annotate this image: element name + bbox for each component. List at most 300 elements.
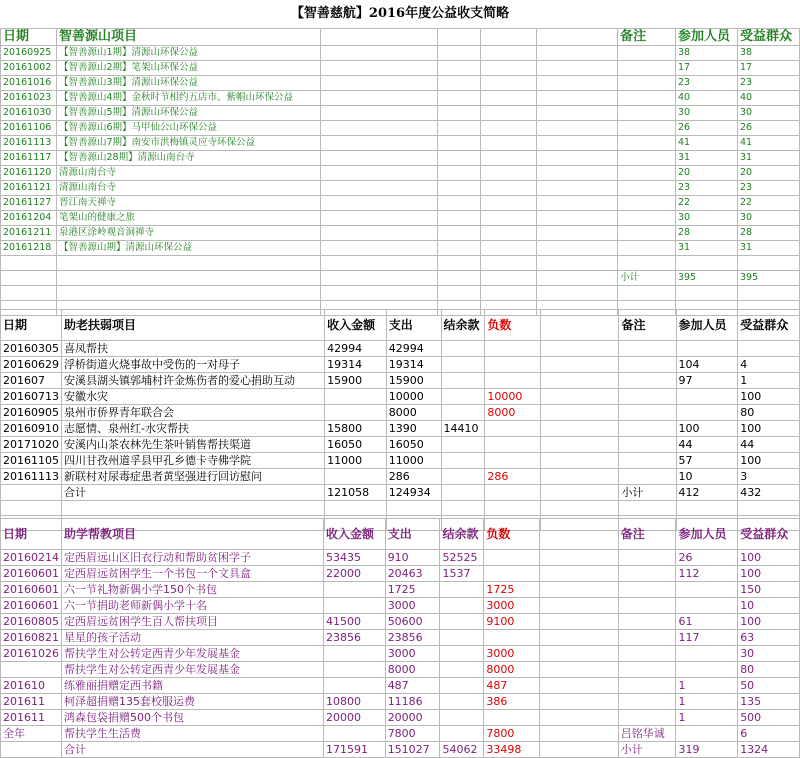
- row-participants: [676, 341, 738, 357]
- row-project: 定西眉远贫困学生一个书包一个文具盒: [62, 566, 324, 582]
- row-expense: 23856: [385, 630, 440, 646]
- row-project: 定西眉远贫困学生百人帮扶项目: [62, 614, 324, 630]
- row-beneficiaries: 17: [737, 61, 799, 76]
- table-row: [1, 211, 800, 226]
- row-project: 晋江南天禅寺: [56, 196, 320, 211]
- header-negative: 负数: [485, 310, 540, 341]
- row-participants: 1: [676, 678, 738, 694]
- row-balance: 52525: [440, 550, 484, 566]
- row-balance: [440, 678, 484, 694]
- table-row: [1, 437, 800, 453]
- row-project: 泉州市侨界青年联合会: [62, 405, 325, 421]
- row-expense: 11000: [386, 453, 441, 469]
- row-participants: 41: [675, 136, 737, 151]
- row-date: 20160601: [1, 598, 62, 614]
- total-beneficiaries: 432: [738, 485, 800, 501]
- elderly-support-table: [0, 309, 800, 531]
- row-beneficiaries: 31: [737, 241, 799, 256]
- header-date: 日期: [1, 519, 62, 550]
- total-expense: 151027: [385, 742, 440, 758]
- row-project: 【智善源山3期】清源山环保公益: [56, 76, 320, 91]
- table-row: [1, 76, 800, 91]
- table-row: [1, 341, 800, 357]
- row-beneficiaries: 10: [738, 598, 800, 614]
- row-participants: 17: [675, 61, 737, 76]
- row-date: 20161002: [1, 61, 57, 76]
- row-expense: 1390: [386, 421, 441, 437]
- row-income: [325, 389, 387, 405]
- row-project: 【智善源山28期】清源山南台寺: [56, 151, 320, 166]
- row-date: 201607: [1, 373, 62, 389]
- row-balance: [440, 582, 484, 598]
- row-beneficiaries: 38: [737, 46, 799, 61]
- row-participants: 38: [675, 46, 737, 61]
- row-beneficiaries: 30: [737, 106, 799, 121]
- row-note: [619, 373, 676, 389]
- row-note: [618, 678, 676, 694]
- row-income: 15800: [325, 421, 387, 437]
- row-negative: [485, 373, 540, 389]
- row-participants: 31: [675, 151, 737, 166]
- row-project: 志愿情、泉州红-水灾帮扶: [62, 421, 325, 437]
- row-date: 20160713: [1, 389, 62, 405]
- row-negative: 8000: [484, 662, 540, 678]
- row-income: 10800: [323, 694, 385, 710]
- row-note: [618, 710, 676, 726]
- table-row: [1, 136, 800, 151]
- row-participants: 61: [676, 614, 738, 630]
- row-note: [618, 646, 676, 662]
- row-date: 20160821: [1, 630, 62, 646]
- subtotal-label: 小计: [619, 485, 676, 501]
- table-row: [1, 121, 800, 136]
- row-date: 20161106: [1, 121, 57, 136]
- header-income: 收入金额: [325, 310, 387, 341]
- row-project: 帮扶学生对公转定西青少年发展基金: [62, 662, 324, 678]
- row-date: 20160905: [1, 405, 62, 421]
- row-beneficiaries: 80: [738, 662, 800, 678]
- subtotal-participants: 395: [675, 271, 737, 286]
- row-expense: 10000: [386, 389, 441, 405]
- header-income: 收入金额: [323, 519, 385, 550]
- row-beneficiaries: 23: [737, 76, 799, 91]
- row-note: [618, 550, 676, 566]
- row-date: 20161026: [1, 646, 62, 662]
- row-participants: 117: [676, 630, 738, 646]
- row-project: 泉港区涂岭观音洞禅寺: [56, 226, 320, 241]
- row-project: 星星的孩子活动: [62, 630, 324, 646]
- row-beneficiaries: 100: [738, 550, 800, 566]
- row-balance: [441, 469, 485, 485]
- row-balance: [441, 357, 485, 373]
- row-project: 【智善源山期】清源山环保公益: [56, 241, 320, 256]
- row-note: [618, 630, 676, 646]
- row-note: [619, 421, 676, 437]
- row-note: [619, 389, 676, 405]
- row-income: 20000: [323, 710, 385, 726]
- table-row: [1, 550, 800, 566]
- row-participants: 40: [675, 91, 737, 106]
- row-income: [323, 582, 385, 598]
- row-expense: 8000: [386, 405, 441, 421]
- table-row: [1, 226, 800, 241]
- row-beneficiaries: 100: [738, 566, 800, 582]
- row-negative: 3000: [484, 598, 540, 614]
- row-beneficiaries: 100: [738, 421, 800, 437]
- row-negative: 3000: [484, 646, 540, 662]
- row-balance: [441, 437, 485, 453]
- table-row: [1, 241, 800, 256]
- row-beneficiaries: 50: [738, 678, 800, 694]
- header-expense: 支出: [385, 519, 440, 550]
- table-row: [1, 166, 800, 181]
- header-balance: 结余款: [440, 519, 484, 550]
- row-date: 201611: [1, 710, 62, 726]
- row-note: [619, 405, 676, 421]
- row-participants: [676, 598, 738, 614]
- header-note: 备注: [618, 29, 676, 46]
- row-beneficiaries: 30: [738, 646, 800, 662]
- row-expense: 50600: [385, 614, 440, 630]
- row-date: 20161117: [1, 151, 57, 166]
- row-balance: [440, 630, 484, 646]
- subtotal-beneficiaries: 395: [737, 271, 799, 286]
- row-project: 喜凤帮扶: [62, 341, 325, 357]
- row-beneficiaries: 20: [737, 166, 799, 181]
- row-project: 【智善源山1期】清源山环保公益: [56, 46, 320, 61]
- row-participants: 26: [675, 121, 737, 136]
- row-expense: 19314: [386, 357, 441, 373]
- row-beneficiaries: 150: [738, 582, 800, 598]
- row-project: 帮扶学生生活费: [62, 726, 324, 742]
- row-date: 20161105: [1, 453, 62, 469]
- total-participants: 412: [676, 485, 738, 501]
- row-income: 53435: [323, 550, 385, 566]
- row-beneficiaries: 100: [738, 389, 800, 405]
- row-date: 20161113: [1, 469, 62, 485]
- row-balance: [441, 405, 485, 421]
- table-row: [1, 662, 800, 678]
- row-expense: 16050: [386, 437, 441, 453]
- row-balance: [440, 726, 484, 742]
- row-date: 20160601: [1, 582, 62, 598]
- row-date: 20161218: [1, 241, 57, 256]
- row-negative: 9100: [484, 614, 540, 630]
- row-participants: [676, 582, 738, 598]
- row-project: 【智善源山7期】南安市洪梅镇灵应寺环保公益: [56, 136, 320, 151]
- row-participants: 23: [675, 181, 737, 196]
- row-date: 20171020: [1, 437, 62, 453]
- row-balance: [441, 373, 485, 389]
- table-row: [1, 46, 800, 61]
- row-project: 鸿森包袋捐赠500个书包: [62, 710, 324, 726]
- table-row: [1, 421, 800, 437]
- row-income: 23856: [323, 630, 385, 646]
- row-note: [619, 437, 676, 453]
- row-beneficiaries: 23: [737, 181, 799, 196]
- row-beneficiaries: 100: [738, 453, 800, 469]
- table-row: [1, 582, 800, 598]
- row-balance: [440, 614, 484, 630]
- table-row: [1, 405, 800, 421]
- header-date: 日期: [1, 29, 57, 46]
- row-participants: 30: [675, 106, 737, 121]
- row-project: 安溪县湖头镇郭埔村许金炼伤者的爱心捐助互动: [62, 373, 325, 389]
- row-income: 42994: [325, 341, 387, 357]
- row-participants: 44: [676, 437, 738, 453]
- row-note: [618, 598, 676, 614]
- row-expense: 20000: [385, 710, 440, 726]
- row-beneficiaries: 26: [737, 121, 799, 136]
- total-row: [1, 742, 800, 758]
- row-note: [619, 453, 676, 469]
- header-negative: 负数: [484, 519, 540, 550]
- row-participants: [676, 726, 738, 742]
- row-beneficiaries: 1: [738, 373, 800, 389]
- table-row: [1, 726, 800, 742]
- row-date: 201610: [1, 678, 62, 694]
- row-negative: [485, 453, 540, 469]
- row-beneficiaries: 41: [737, 136, 799, 151]
- row-date: 全年: [1, 726, 62, 742]
- row-income: 22000: [323, 566, 385, 582]
- row-project: 【智善源山2期】笔架山环保公益: [56, 61, 320, 76]
- row-project: 六一节礼物新偶小学150个书包: [62, 582, 324, 598]
- header-project: 助老扶弱项目: [62, 310, 325, 341]
- row-expense: 42994: [386, 341, 441, 357]
- row-expense: 8000: [385, 662, 440, 678]
- row-date: 20160910: [1, 421, 62, 437]
- row-balance: [441, 453, 485, 469]
- row-income: [323, 726, 385, 742]
- row-date: 20161016: [1, 76, 57, 91]
- row-balance: [440, 694, 484, 710]
- row-date: [1, 662, 62, 678]
- table-row: [1, 678, 800, 694]
- row-note: [618, 582, 676, 598]
- row-beneficiaries: 4: [738, 357, 800, 373]
- row-project: 四川甘孜州道孚县甲孔乡德卡寺佛学院: [62, 453, 325, 469]
- row-beneficiaries: [738, 341, 800, 357]
- row-income: [323, 662, 385, 678]
- row-note: [618, 662, 676, 678]
- row-beneficiaries: 100: [738, 614, 800, 630]
- row-beneficiaries: 40: [737, 91, 799, 106]
- row-income: [325, 469, 387, 485]
- row-beneficiaries: 22: [737, 196, 799, 211]
- row-date: 20161121: [1, 181, 57, 196]
- row-date: 20160925: [1, 46, 57, 61]
- table-row: [1, 181, 800, 196]
- row-date: 20161113: [1, 136, 57, 151]
- row-expense: 910: [385, 550, 440, 566]
- row-income: 41500: [323, 614, 385, 630]
- row-beneficiaries: 500: [738, 710, 800, 726]
- row-note: [618, 694, 676, 710]
- table-row: [1, 357, 800, 373]
- row-project: 帮扶学生对公转定西青少年发展基金: [62, 646, 324, 662]
- total-beneficiaries: 1324: [738, 742, 800, 758]
- row-project: 清源山南台寺: [56, 181, 320, 196]
- table-row: [1, 710, 800, 726]
- total-balance: 54062: [440, 742, 484, 758]
- row-beneficiaries: 28: [737, 226, 799, 241]
- row-negative: [485, 357, 540, 373]
- table-row: [1, 256, 800, 271]
- row-expense: 3000: [385, 598, 440, 614]
- row-income: 16050: [325, 437, 387, 453]
- header-beneficiaries: 受益群众: [738, 310, 800, 341]
- row-balance: 14410: [441, 421, 485, 437]
- row-note: [619, 469, 676, 485]
- row-income: 11000: [325, 453, 387, 469]
- row-project: 柯泽超捐赠135套校服运费: [62, 694, 324, 710]
- header-note: 备注: [618, 519, 676, 550]
- header-project: 助学帮教项目: [62, 519, 324, 550]
- row-project: 新联村对尿毒症患者黄坚强进行回访慰问: [62, 469, 325, 485]
- row-negative: 386: [484, 694, 540, 710]
- row-project: 六一节捐助老师新偶小学十名: [62, 598, 324, 614]
- table-row: [1, 61, 800, 76]
- row-project: 清源山南台寺: [56, 166, 320, 181]
- row-expense: 487: [385, 678, 440, 694]
- row-date: 20161204: [1, 211, 57, 226]
- row-beneficiaries: 3: [738, 469, 800, 485]
- row-participants: 31: [675, 241, 737, 256]
- row-expense: 15900: [386, 373, 441, 389]
- table-row: [1, 469, 800, 485]
- row-participants: 1: [676, 694, 738, 710]
- row-participants: 1: [676, 710, 738, 726]
- row-participants: 97: [676, 373, 738, 389]
- table-row: [1, 106, 800, 121]
- row-note: [618, 614, 676, 630]
- row-negative: [484, 710, 540, 726]
- row-beneficiaries: 63: [738, 630, 800, 646]
- header-note: 备注: [619, 310, 676, 341]
- header-participants: 参加人员: [675, 29, 737, 46]
- row-beneficiaries: 6: [738, 726, 800, 742]
- header-project: 智善源山项目: [56, 29, 320, 46]
- row-beneficiaries: 80: [738, 405, 800, 421]
- row-participants: 112: [676, 566, 738, 582]
- table-row: [1, 91, 800, 106]
- row-project: 练雅丽捐赠定西书籍: [62, 678, 324, 694]
- row-expense: 1725: [385, 582, 440, 598]
- table-row: [1, 630, 800, 646]
- table-row: [1, 196, 800, 211]
- row-note: [618, 566, 676, 582]
- education-support-table: [0, 518, 800, 758]
- row-participants: [676, 405, 738, 421]
- row-negative: [485, 437, 540, 453]
- total-income: 121058: [325, 485, 387, 501]
- row-participants: 20: [675, 166, 737, 181]
- row-income: [325, 405, 387, 421]
- header-expense: 支出: [386, 310, 441, 341]
- table-header-row: [1, 310, 800, 341]
- row-date: 20160629: [1, 357, 62, 373]
- row-participants: 104: [676, 357, 738, 373]
- row-beneficiaries: 30: [737, 211, 799, 226]
- row-expense: 7800: [385, 726, 440, 742]
- row-date: 20161120: [1, 166, 57, 181]
- row-date: 201611: [1, 694, 62, 710]
- row-expense: 3000: [385, 646, 440, 662]
- row-negative: [485, 421, 540, 437]
- row-expense: 20463: [385, 566, 440, 582]
- row-date: 20161127: [1, 196, 57, 211]
- row-negative: [484, 630, 540, 646]
- row-income: 15900: [325, 373, 387, 389]
- row-note: [619, 357, 676, 373]
- row-negative: 1725: [484, 582, 540, 598]
- table-row: [1, 453, 800, 469]
- total-label: 合计: [62, 485, 325, 501]
- table-row: [1, 694, 800, 710]
- table-row: [1, 598, 800, 614]
- header-balance: 结余款: [441, 310, 485, 341]
- row-project: 安溪内山茶农林先生茶叶销售帮扶渠道: [62, 437, 325, 453]
- row-negative: 10000: [485, 389, 540, 405]
- row-project: 【智善源山4期】金秋时节相约五店市、紫帽山环保公益: [56, 91, 320, 106]
- row-participants: 100: [676, 421, 738, 437]
- row-balance: [441, 389, 485, 405]
- row-date: 20160305: [1, 341, 62, 357]
- row-expense: 11186: [385, 694, 440, 710]
- row-project: 安徽水灾: [62, 389, 325, 405]
- subtotal-row: [1, 271, 800, 286]
- row-negative: 7800: [484, 726, 540, 742]
- row-note: [619, 341, 676, 357]
- header-date: 日期: [1, 310, 62, 341]
- header-participants: 参加人员: [676, 310, 738, 341]
- table-row: [1, 373, 800, 389]
- table-header-row: [1, 519, 800, 550]
- row-project: 浮桥街道火烧事故中受伤的一对母子: [62, 357, 325, 373]
- row-negative: [484, 566, 540, 582]
- row-income: [323, 646, 385, 662]
- row-beneficiaries: 44: [738, 437, 800, 453]
- row-participants: [676, 389, 738, 405]
- row-date: 20160805: [1, 614, 62, 630]
- row-beneficiaries: 135: [738, 694, 800, 710]
- subtotal-label: 小计: [618, 271, 676, 286]
- row-balance: [440, 710, 484, 726]
- table-row: [1, 646, 800, 662]
- table-row: [1, 389, 800, 405]
- row-participants: [676, 646, 738, 662]
- row-project: 【智善源山6期】马甲仙公山环保公益: [56, 121, 320, 136]
- row-balance: [440, 646, 484, 662]
- sheet-title: 【智善慈航】2016年度公益收支简略: [290, 6, 510, 21]
- total-participants: 319: [676, 742, 738, 758]
- row-participants: 26: [676, 550, 738, 566]
- row-note: 吕铭华诚: [618, 726, 676, 742]
- row-date: 20160601: [1, 566, 62, 582]
- row-participants: 10: [676, 469, 738, 485]
- row-negative: 8000: [485, 405, 540, 421]
- header-beneficiaries: 受益群众: [738, 519, 800, 550]
- subtotal-label: 小计: [618, 742, 676, 758]
- row-balance: [440, 662, 484, 678]
- green-project-table: [0, 28, 800, 316]
- row-negative: [485, 341, 540, 357]
- total-label: 合计: [62, 742, 324, 758]
- header-participants: 参加人员: [676, 519, 738, 550]
- table-row: [1, 151, 800, 166]
- row-project: 【智善源山5期】清源山环保公益: [56, 106, 320, 121]
